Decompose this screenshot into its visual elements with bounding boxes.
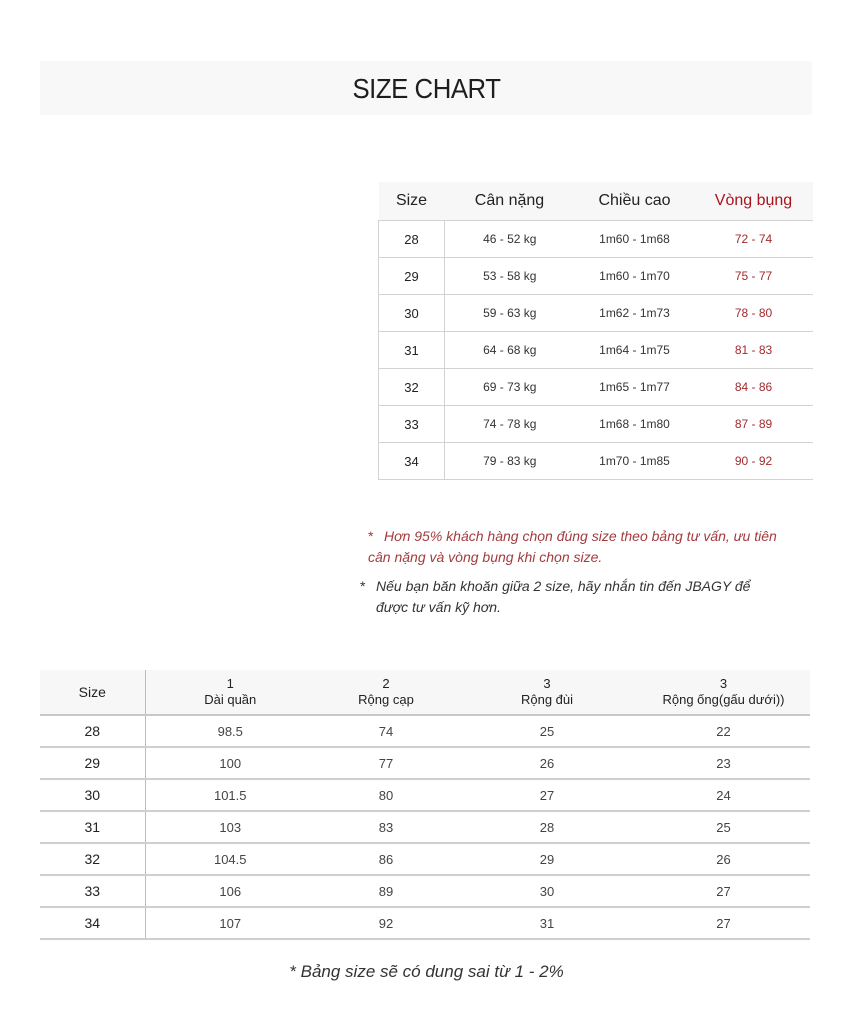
cell-length: 104.5 — [145, 843, 315, 875]
fit-size-table — [378, 182, 813, 480]
table-row — [40, 843, 810, 875]
cell-waist-width: 86 — [315, 843, 457, 875]
table-row — [40, 715, 810, 747]
table-row — [379, 369, 813, 406]
cell-size: 29 — [40, 747, 145, 779]
table-row — [40, 811, 810, 843]
cell-weight: 79 - 83 kg — [445, 443, 575, 480]
cell-height: 1m68 - 1m80 — [575, 406, 695, 443]
note1-line2: cân nặng và vòng bụng khi chọn size. — [368, 549, 603, 565]
header-number: 1 — [226, 676, 234, 691]
header-label: Rộng đùi — [520, 692, 574, 707]
header-leg-opening — [637, 670, 810, 715]
cell-leg-opening: 26 — [637, 843, 810, 875]
asterisk: * — [360, 578, 366, 594]
cell-weight: 69 - 73 kg — [445, 369, 575, 406]
header-number: 3 — [543, 676, 551, 691]
cell-leg-opening: 23 — [637, 747, 810, 779]
page-title: SIZE CHART — [351, 73, 501, 104]
note-recommendation — [360, 526, 820, 568]
cell-length: 106 — [145, 875, 315, 907]
cell-size: 31 — [40, 811, 145, 843]
cell-size: 32 — [40, 843, 145, 875]
measurement-table — [40, 670, 810, 940]
cell-thigh-width: 25 — [457, 715, 637, 747]
cell-thigh-width: 31 — [457, 907, 637, 939]
cell-weight: 53 - 58 kg — [445, 258, 575, 295]
table-row — [40, 907, 810, 939]
header-label: Rộng cạp — [358, 692, 414, 707]
cell-size: 28 — [40, 715, 145, 747]
cell-waist: 90 - 92 — [695, 443, 813, 480]
header-size: Size — [379, 182, 445, 221]
cell-size: 33 — [379, 406, 445, 443]
header-number: 3 — [719, 676, 728, 691]
cell-size: 31 — [379, 332, 445, 369]
size-notes — [360, 526, 820, 618]
tolerance-footnote: * Bảng size sẽ có dung sai từ 1 - 2% — [289, 962, 564, 981]
cell-height: 1m65 - 1m77 — [575, 369, 695, 406]
cell-size: 34 — [379, 443, 445, 480]
table-header-row — [40, 670, 810, 715]
cell-leg-opening: 27 — [637, 907, 810, 939]
cell-height: 1m70 - 1m85 — [575, 443, 695, 480]
header-label: Size — [78, 684, 106, 700]
header-waist: Vòng bụng — [695, 182, 813, 221]
cell-thigh-width: 26 — [457, 747, 637, 779]
header-height: Chiều cao — [575, 182, 695, 221]
cell-waist: 75 - 77 — [695, 258, 813, 295]
header-waist-width — [315, 670, 457, 715]
table-row — [40, 875, 810, 907]
note1-line1: Hơn 95% khách hàng chọn đúng size theo bảng tư vấn, ưu tiên — [384, 528, 777, 544]
cell-length: 100 — [145, 747, 315, 779]
note2-line1: Nếu bạn băn khoăn giữa 2 size, hãy nhắn tin đến JBAGY để — [376, 578, 751, 594]
cell-leg-opening: 22 — [637, 715, 810, 747]
cell-thigh-width: 29 — [457, 843, 637, 875]
cell-waist-width: 83 — [315, 811, 457, 843]
table-row — [379, 443, 813, 480]
cell-height: 1m60 - 1m70 — [575, 258, 695, 295]
cell-waist: 72 - 74 — [695, 221, 813, 258]
cell-size: 30 — [379, 295, 445, 332]
cell-waist: 78 - 80 — [695, 295, 813, 332]
cell-length: 103 — [145, 811, 315, 843]
cell-waist: 84 - 86 — [695, 369, 813, 406]
header-label: Rộng ống(gấu dưới)) — [662, 692, 785, 707]
header-size — [40, 670, 145, 715]
cell-weight: 59 - 63 kg — [445, 295, 575, 332]
header-weight: Cân nặng — [445, 182, 575, 221]
header-thigh-width — [457, 670, 637, 715]
cell-waist: 81 - 83 — [695, 332, 813, 369]
cell-length: 101.5 — [145, 779, 315, 811]
cell-thigh-width: 28 — [457, 811, 637, 843]
cell-size: 29 — [379, 258, 445, 295]
cell-thigh-width: 27 — [457, 779, 637, 811]
cell-leg-opening: 24 — [637, 779, 810, 811]
cell-waist-width: 92 — [315, 907, 457, 939]
cell-height: 1m64 - 1m75 — [575, 332, 695, 369]
cell-weight: 46 - 52 kg — [445, 221, 575, 258]
cell-waist-width: 74 — [315, 715, 457, 747]
cell-waist: 87 - 89 — [695, 406, 813, 443]
table-row — [379, 221, 813, 258]
cell-length: 107 — [145, 907, 315, 939]
cell-size: 34 — [40, 907, 145, 939]
title-banner — [40, 61, 812, 115]
header-label: Dài quần — [204, 692, 257, 707]
cell-size: 32 — [379, 369, 445, 406]
cell-waist-width: 80 — [315, 779, 457, 811]
table-row — [40, 747, 810, 779]
header-length — [145, 670, 315, 715]
asterisk: * — [368, 528, 374, 544]
table-row — [379, 406, 813, 443]
cell-size: 28 — [379, 221, 445, 258]
table-row — [379, 332, 813, 369]
cell-height: 1m60 - 1m68 — [575, 221, 695, 258]
cell-weight: 74 - 78 kg — [445, 406, 575, 443]
cell-size: 33 — [40, 875, 145, 907]
note-contact — [360, 576, 820, 618]
cell-waist-width: 77 — [315, 747, 457, 779]
cell-size: 30 — [40, 779, 145, 811]
table-row — [40, 779, 810, 811]
table-row — [379, 258, 813, 295]
cell-length: 98.5 — [145, 715, 315, 747]
table-header-row — [379, 182, 813, 221]
cell-waist-width: 89 — [315, 875, 457, 907]
cell-leg-opening: 25 — [637, 811, 810, 843]
cell-thigh-width: 30 — [457, 875, 637, 907]
note2-line2: được tư vấn kỹ hơn. — [376, 599, 501, 615]
table-row — [379, 295, 813, 332]
cell-height: 1m62 - 1m73 — [575, 295, 695, 332]
cell-weight: 64 - 68 kg — [445, 332, 575, 369]
cell-leg-opening: 27 — [637, 875, 810, 907]
header-number: 2 — [382, 676, 390, 691]
